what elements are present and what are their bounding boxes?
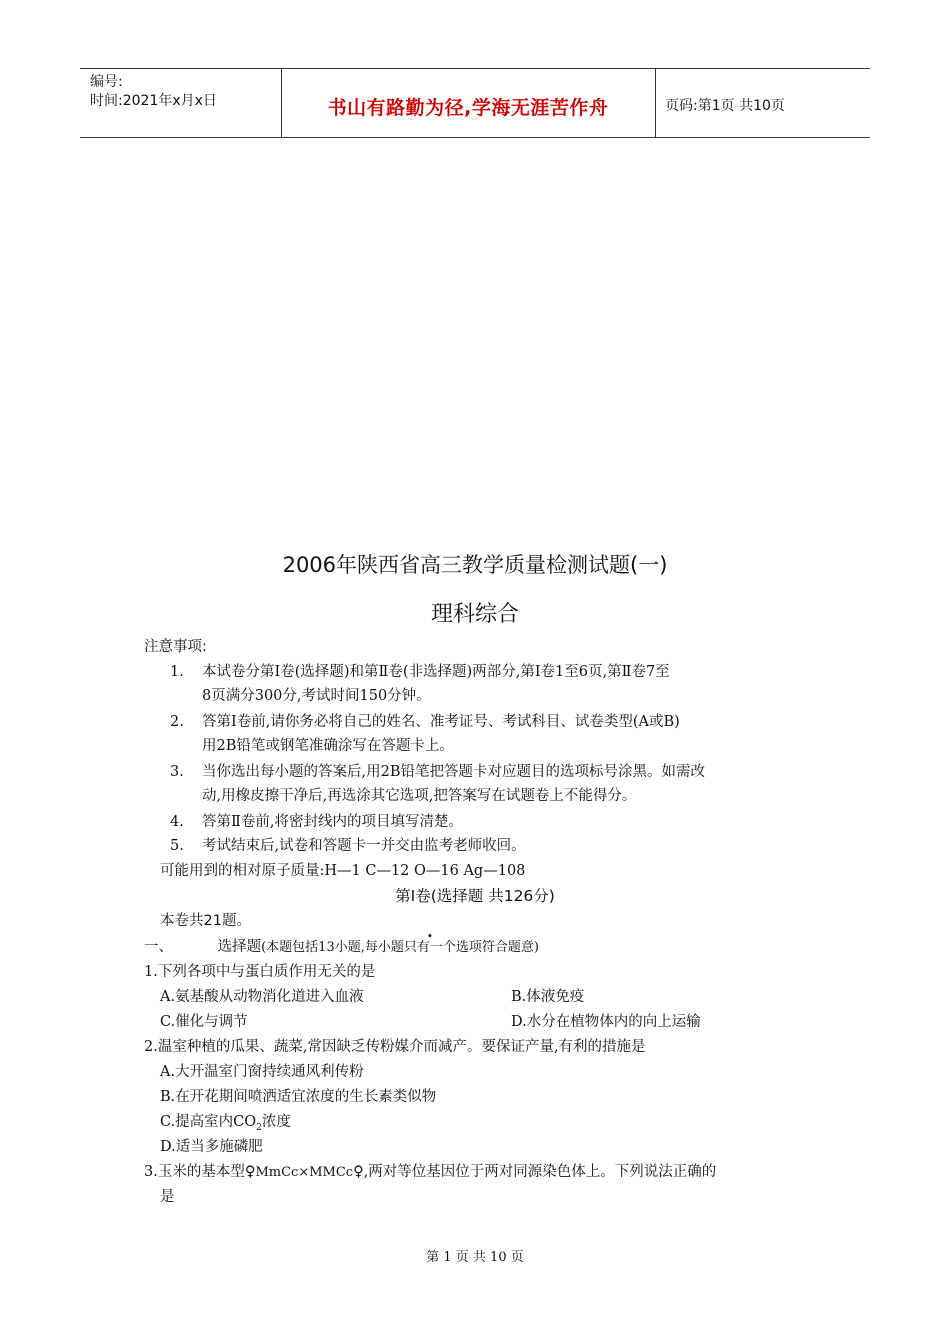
notice-item-1: [170, 662, 670, 682]
female-symbol-icon: ♀: [244, 1164, 256, 1180]
exam-title: 2006年陕西省高三教学质量检测试题(一): [282, 553, 668, 577]
question-3-stem: [144, 1162, 716, 1183]
atomic-mass-line: 可能用到的相对原子质量:H—1 C—12 O—16 Ag—108: [160, 863, 526, 879]
q2-option-b: B.在开花期间喷洒适宜浓度的生长素类似物: [160, 1089, 437, 1105]
part-note-emphasis: 只有一个: [403, 940, 456, 955]
notice-text: 当你选出每小题的答案后,用2B铅笔把答题卡对应题目的选项标号涂黑。如需改: [202, 764, 705, 780]
question-3-stem-cont: 是: [160, 1189, 175, 1205]
q2-option-a: A.大开温室门窗持续通风利传粉: [160, 1064, 364, 1080]
part-heading: [144, 937, 539, 958]
part-note: 选项符合题意): [455, 940, 539, 955]
notice-text-cont: 用2B铅笔或钢笔准确涂写在答题卡上。: [202, 738, 454, 754]
part-note: (本题包括13小题,每小题: [261, 940, 404, 955]
notice-item-5: [170, 836, 526, 856]
part-name: 选择题: [217, 939, 262, 955]
q3-stem-start: 3.玉米的基本型: [144, 1164, 245, 1180]
notice-heading: 注意事项:: [144, 639, 207, 655]
q1-option-d: D.水分在植物体内的向上运输: [511, 1014, 701, 1030]
notice-item-4: [170, 812, 463, 832]
q2-option-c-subscript: 2: [256, 1122, 262, 1133]
section-count: 本卷共21题。: [160, 913, 251, 929]
q2-option-c: [160, 1112, 291, 1138]
notice-item-3: [170, 762, 705, 782]
part-num: 一、: [144, 939, 173, 955]
notice-text: 答第Ⅱ卷前,将密封线内的项目填写清楚。: [202, 814, 463, 830]
page-footer: 第 1 页 共 10 页: [426, 1250, 524, 1265]
q1-option-a: A.氨基酸从动物消化道进入血液: [160, 989, 364, 1005]
number-label: 编号:: [90, 74, 123, 90]
notice-num: 3.: [170, 764, 184, 780]
q3-stem-end: ,两对等位基因位于两对同源染色体上。下列说法正确的: [363, 1164, 717, 1180]
section-title: 第Ⅰ卷(选择题 共126分): [395, 887, 555, 905]
q2-option-c-text: C.提高室内CO: [160, 1114, 257, 1130]
header-divider: [655, 69, 656, 137]
notice-text: 本试卷分第Ⅰ卷(选择题)和第Ⅱ卷(非选择题)两部分,第Ⅰ卷1至6页,第Ⅱ卷7至: [202, 664, 670, 680]
notice-text: 考试结束后,试卷和答题卡一并交由监考老师收回。: [202, 838, 526, 854]
header-table: [80, 68, 870, 138]
notice-item-2: [170, 712, 680, 732]
q2-option-c-text-end: 浓度: [261, 1114, 291, 1130]
notice-text-cont: 动,用橡皮擦干净后,再选涂其它选项,把答案写在试题卷上不能得分。: [202, 788, 637, 804]
exam-subtitle: 理科综合: [430, 602, 519, 627]
question-2-stem: 2.温室种植的瓜果、蔬菜,常因缺乏传粉媒介而减产。要保证产量,有利的措施是: [144, 1039, 646, 1055]
q1-option-b: B.体液免疫: [511, 989, 585, 1005]
notice-num: 2.: [170, 714, 184, 730]
question-1-stem: 1.下列各项中与蛋白质作用无关的是: [144, 964, 376, 980]
female-symbol-icon: ♀: [353, 1164, 364, 1180]
q2-option-d: D.适当多施磷肥: [160, 1139, 263, 1155]
time-label: 时间:2021年x月x日: [90, 93, 217, 109]
motto: 书山有路勤为径,学海无涯苦作舟: [327, 97, 609, 119]
q3-genotype: MmCc×MMCc: [255, 1165, 354, 1180]
notice-num: 5.: [170, 838, 184, 854]
q1-option-c: C.催化与调节: [160, 1014, 248, 1030]
notice-text-cont: 8页满分300分,考试时间150分钟。: [202, 688, 431, 704]
notice-num: 4.: [170, 814, 184, 830]
header-meta: [90, 73, 217, 111]
page-code: 页码:第1页 共10页: [665, 98, 785, 114]
notice-num: 1.: [170, 664, 184, 680]
notice-text: 答第Ⅰ卷前,请你务必将自己的姓名、准考证号、考试科目、试卷类型(A或B): [202, 714, 680, 730]
